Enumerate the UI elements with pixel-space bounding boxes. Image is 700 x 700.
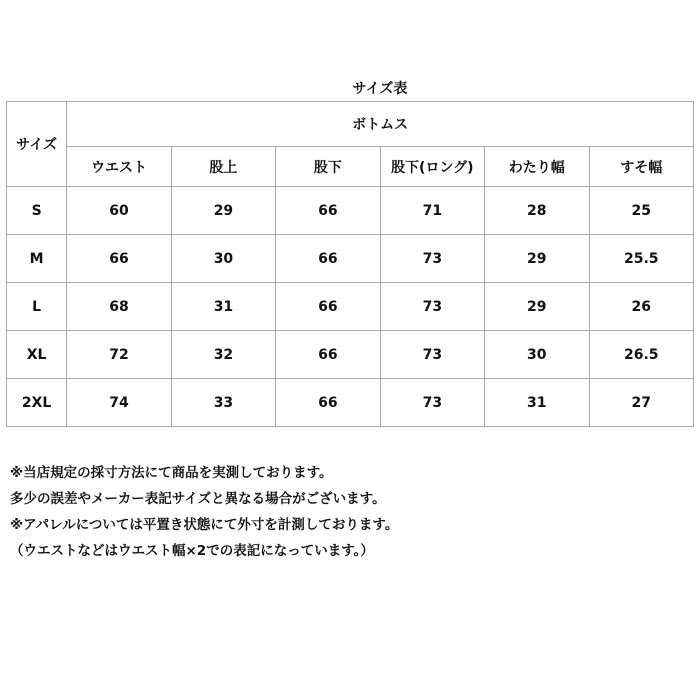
column-header-inseam-long: 股下(ロング): [380, 147, 484, 187]
table-cell: 66: [276, 235, 380, 283]
table-row: [7, 331, 694, 379]
table-row: [7, 235, 694, 283]
table-cell: 29: [485, 235, 589, 283]
group-header-bottoms: ボトムス: [67, 102, 694, 147]
note-line: 多少の誤差やメーカー表記サイズと異なる場合がございます。: [10, 491, 386, 507]
table-cell: 28: [485, 187, 589, 235]
table-cell: 66: [67, 235, 171, 283]
table-cell: 73: [380, 331, 484, 379]
note-line: ※アパレルについては平置き状態にて外寸を計測しております。: [10, 517, 399, 533]
table-cell: 31: [485, 379, 589, 427]
size-column-header: サイズ: [7, 102, 67, 187]
table-cell: 27: [589, 379, 693, 427]
table-row: [7, 283, 694, 331]
table-cell: 66: [276, 283, 380, 331]
table-cell: 68: [67, 283, 171, 331]
table-cell: 73: [380, 379, 484, 427]
table-cell: 66: [276, 379, 380, 427]
column-header-waist: ウエスト: [67, 147, 171, 187]
page-title: サイズ表: [352, 81, 408, 97]
note-line: （ウエストなどはウエスト幅×2での表記になっています。）: [10, 543, 374, 559]
table-cell: 66: [276, 187, 380, 235]
table-cell: 26.5: [589, 331, 693, 379]
table-cell: 30: [485, 331, 589, 379]
table-cell: 72: [67, 331, 171, 379]
table-cell: 60: [67, 187, 171, 235]
note-line: ※当店規定の採寸方法にて商品を実測しております。: [10, 465, 333, 481]
column-header-rise: 股上: [171, 147, 275, 187]
table-cell: 73: [380, 283, 484, 331]
table-cell: 33: [171, 379, 275, 427]
table-cell: 71: [380, 187, 484, 235]
table-row: [7, 379, 694, 427]
size-label: 2XL: [7, 379, 67, 427]
table-cell: 26: [589, 283, 693, 331]
column-header-inseam: 股下: [276, 147, 380, 187]
table-cell: 25: [589, 187, 693, 235]
table-cell: 74: [67, 379, 171, 427]
size-label: L: [7, 283, 67, 331]
column-header-hem-width: すそ幅: [589, 147, 693, 187]
size-label: XL: [7, 331, 67, 379]
size-table: [6, 101, 694, 427]
table-cell: 73: [380, 235, 484, 283]
measurement-notes: [10, 460, 690, 564]
table-cell: 30: [171, 235, 275, 283]
table-cell: 66: [276, 331, 380, 379]
table-cell: 31: [171, 283, 275, 331]
size-label: S: [7, 187, 67, 235]
table-cell: 29: [171, 187, 275, 235]
column-header-thigh-width: わたり幅: [485, 147, 589, 187]
table-row: [7, 187, 694, 235]
size-label: M: [7, 235, 67, 283]
table-cell: 25.5: [589, 235, 693, 283]
table-cell: 32: [171, 331, 275, 379]
table-cell: 29: [485, 283, 589, 331]
